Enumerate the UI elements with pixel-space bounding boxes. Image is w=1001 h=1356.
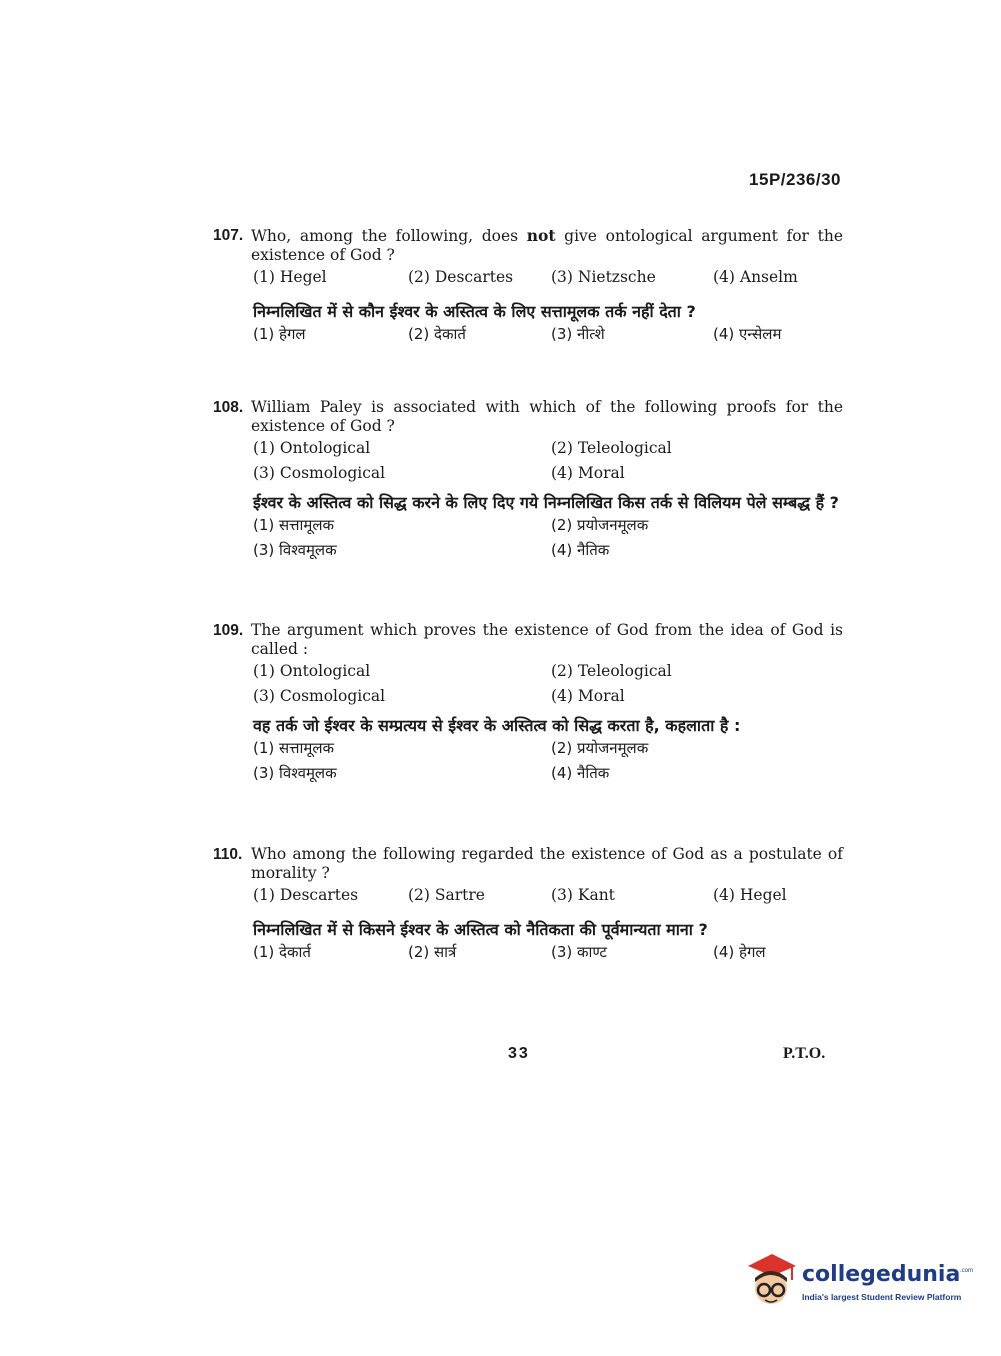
option: (2) देकार्त <box>408 325 466 343</box>
collegedunia-logo[interactable] <box>742 1250 972 1312</box>
question-number: 108. <box>213 399 244 416</box>
option: (2) सार्त्र <box>408 943 457 961</box>
options-hi <box>253 516 843 560</box>
option: (4) Hegel <box>713 886 787 904</box>
question-109 <box>213 621 843 783</box>
question-108 <box>213 398 843 560</box>
option: (4) एन्सेलम <box>713 325 782 343</box>
option: (2) Descartes <box>408 268 514 286</box>
question-110 <box>213 845 843 967</box>
options-hi <box>253 325 843 349</box>
option: (2) प्रयोजनमूलक <box>551 516 649 534</box>
options-hi <box>253 943 843 967</box>
question-text-en <box>213 621 843 659</box>
question-text-hi: वह तर्क जो ईश्वर के सम्प्रत्यय से ईश्वर के अस्तित्व को सिद्ध करता है, कहलाता है : <box>253 716 741 735</box>
option: (1) हेगल <box>253 325 306 343</box>
logo-text: collegedunia <box>802 1262 961 1287</box>
question-number: 107. <box>213 227 244 244</box>
option: (3) Kant <box>551 886 615 904</box>
question-text-emphasis: not <box>526 226 556 245</box>
logo-mascot-icon <box>742 1250 800 1312</box>
question-number: 110. <box>213 846 243 863</box>
option: (1) Descartes <box>253 886 359 904</box>
option: (2) प्रयोजनमूलक <box>551 739 649 757</box>
options-en <box>253 662 843 706</box>
logo-suffix: .com <box>960 1268 974 1274</box>
question-text-part: Who, among the following, does <box>251 227 527 245</box>
logo-tagline: India's largest Student Review Platform <box>802 1292 962 1302</box>
option: (3) Cosmological <box>253 464 386 482</box>
option: (4) Anselm <box>713 268 798 286</box>
option: (4) Moral <box>551 464 625 482</box>
option: (3) विश्वमूलक <box>253 541 337 559</box>
option: (4) हेगल <box>713 943 766 961</box>
question-text-part: give ontological argument for the existence of God ? <box>251 227 843 264</box>
paper-code: 15P/236/30 <box>749 170 841 189</box>
question-text-en <box>213 845 843 883</box>
option: (1) सत्तामूलक <box>253 516 335 534</box>
option: (1) Hegel <box>253 268 327 286</box>
option: (2) Teleological <box>551 662 672 680</box>
option: (1) सत्तामूलक <box>253 739 335 757</box>
option: (3) नीत्शे <box>551 325 605 343</box>
option: (3) विश्वमूलक <box>253 764 337 782</box>
page-number: 33 <box>508 1045 530 1062</box>
question-text: The argument which proves the existence of God from the idea of God is called : <box>251 621 843 658</box>
option: (4) नैतिक <box>551 541 610 559</box>
question-text-en <box>213 226 843 265</box>
option: (3) Nietzsche <box>551 268 656 286</box>
question-number: 109. <box>213 622 244 639</box>
question-text-hi: निम्नलिखित में से किसने ईश्वर के अस्तित्व को नैतिकता की पूर्वमान्यता माना ? <box>253 920 708 939</box>
options-en <box>253 886 843 910</box>
option: (1) देकार्त <box>253 943 311 961</box>
pto-label: P.T.O. <box>783 1045 826 1062</box>
question-text-en <box>213 398 843 436</box>
option: (1) Ontological <box>253 662 371 680</box>
options-en <box>253 439 843 483</box>
question-text-hi: ईश्वर के अस्तित्व को सिद्ध करने के लिए दिए गये निम्नलिखित किस तर्क से विलियम पेले सम्बद्ध हैं ? <box>253 493 839 512</box>
question-107 <box>213 226 843 349</box>
option: (1) Ontological <box>253 439 371 457</box>
option: (4) Moral <box>551 687 625 705</box>
question-text: Who among the following regarded the existence of God as a postulate of morality ? <box>251 845 843 882</box>
option: (2) Teleological <box>551 439 672 457</box>
option: (2) Sartre <box>408 886 485 904</box>
option: (4) नैतिक <box>551 764 610 782</box>
option: (3) Cosmological <box>253 687 386 705</box>
question-text-hi: निम्नलिखित में से कौन ईश्वर के अस्तित्व के लिए सत्तामूलक तर्क नहीं देता ? <box>253 302 696 321</box>
options-hi <box>253 739 843 783</box>
option: (3) काण्ट <box>551 943 607 961</box>
options-en <box>253 268 843 292</box>
question-text: William Paley is associated with which of the following proofs for the existence of God ? <box>251 398 843 435</box>
